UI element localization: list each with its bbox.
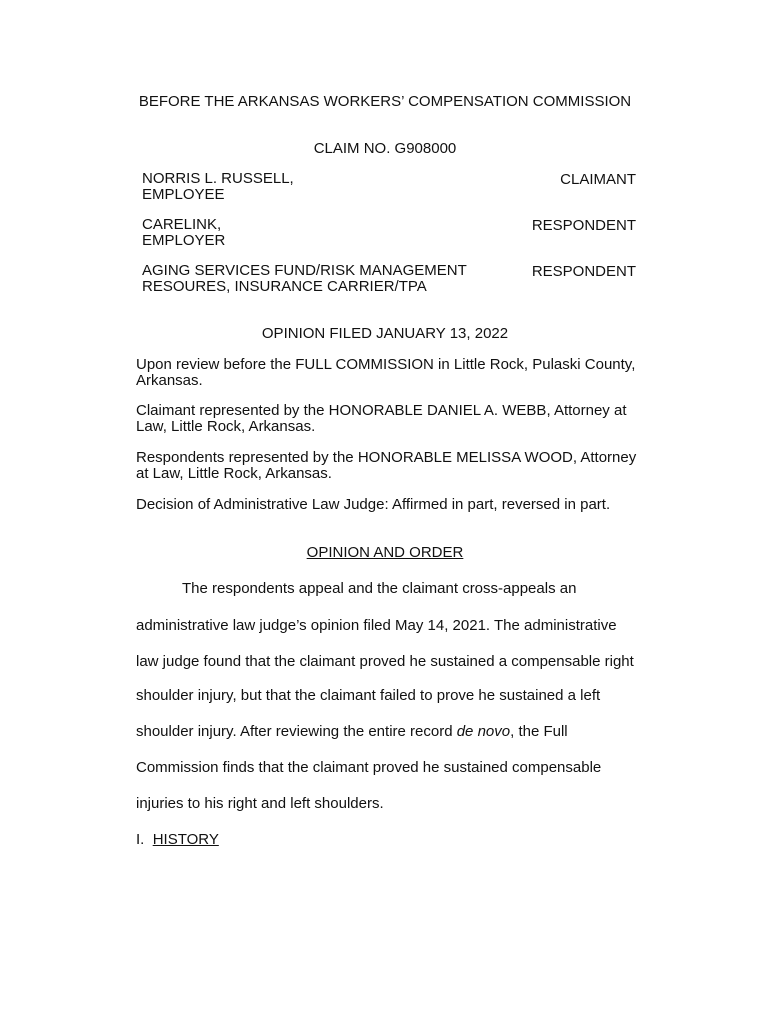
de-novo-italic: de novo xyxy=(456,723,511,740)
body-line-1: The respondents appeal and the claimant cross-appeals an xyxy=(182,580,577,597)
body-line-5 xyxy=(136,723,568,740)
body-line-5-start: shoulder injury. After reviewing the entire record xyxy=(136,723,457,740)
opinion-heading xyxy=(0,544,770,561)
party-role-employer: RESPONDENT xyxy=(531,217,636,234)
party-name-line: NORRIS L. RUSSELL, xyxy=(142,170,294,187)
respondent-representation: Respondents represented by the HONORABLE MELISSA WOOD, Attorney at Law, Little Rock, Arkansas. xyxy=(136,449,637,482)
section-heading xyxy=(136,831,219,848)
body-line-5-end: , the Full xyxy=(510,723,568,740)
section-number: I. xyxy=(136,831,145,848)
party-name-line: CARELINK, xyxy=(142,216,222,233)
claimant-representation: Claimant represented by the HONORABLE DANIEL A. WEBB, Attorney at Law, Little Rock, Arkansas. xyxy=(136,402,627,435)
party-claimant-name xyxy=(142,171,294,203)
claim-number: CLAIM NO. G908000 xyxy=(313,140,457,157)
party-carrier-name xyxy=(142,263,467,295)
party-type-line: RESOURES, INSURANCE CARRIER/TPA xyxy=(142,278,427,295)
opinion-heading-text: OPINION AND ORDER xyxy=(306,544,464,561)
party-employer-name xyxy=(142,217,225,249)
review-paragraph: Upon review before the FULL COMMISSION in Little Rock, Pulaski County, Arkansas. xyxy=(136,356,636,389)
party-role-carrier: RESPONDENT xyxy=(531,263,636,280)
commission-heading: BEFORE THE ARKANSAS WORKERS’ COMPENSATION COMMISSION xyxy=(138,93,632,110)
party-role-claimant: CLAIMANT xyxy=(560,171,636,188)
section-title: HISTORY xyxy=(152,831,219,848)
body-line-2: administrative law judge’s opinion filed May 14, 2021. The administrative xyxy=(136,617,617,634)
party-type-line: EMPLOYER xyxy=(142,232,226,249)
body-line-7: injuries to his right and left shoulders. xyxy=(136,795,384,812)
alj-decision: Decision of Administrative Law Judge: Affirmed in part, reversed in part. xyxy=(136,496,611,513)
party-name-line: AGING SERVICES FUND/RISK MANAGEMENT xyxy=(142,262,467,279)
opinion-filed-date: OPINION FILED JANUARY 13, 2022 xyxy=(261,325,509,342)
body-line-3: law judge found that the claimant proved he sustained a compensable right xyxy=(136,653,634,670)
body-line-4: shoulder injury, but that the claimant failed to prove he sustained a left xyxy=(136,687,601,704)
body-line-6: Commission finds that the claimant proved he sustained compensable xyxy=(136,759,602,776)
party-type-line: EMPLOYEE xyxy=(142,186,225,203)
